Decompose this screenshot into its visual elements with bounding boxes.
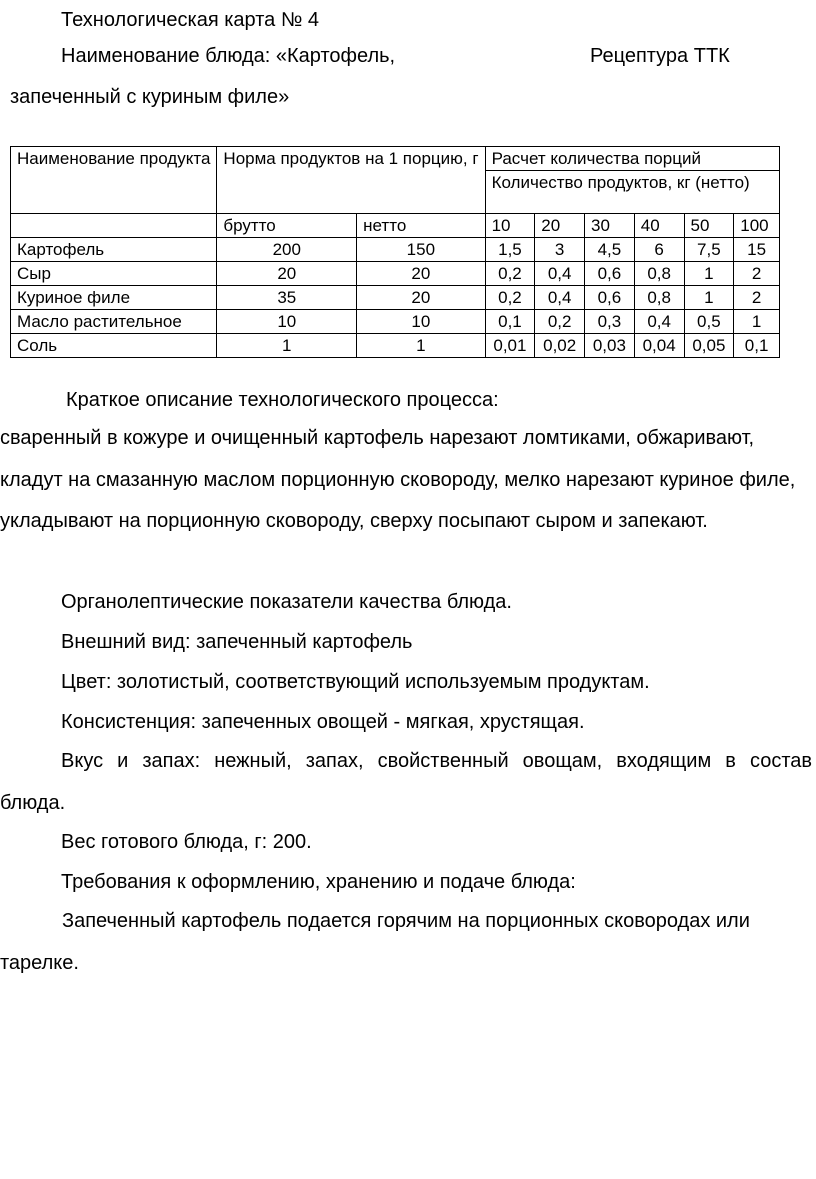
quality-color: Цвет: золотистый, соответствующий используемым продуктам. <box>61 671 650 693</box>
quality-heading: Органолептические показатели качества блюда. <box>61 591 512 613</box>
qty-value: 0,2 <box>485 286 535 310</box>
qty-value: 0,8 <box>634 262 684 286</box>
header-empty <box>11 214 217 238</box>
header-netto: нетто <box>357 214 485 238</box>
qty-value: 0,5 <box>684 310 734 334</box>
qty-value: 0,04 <box>634 334 684 358</box>
table-row <box>11 286 780 310</box>
qty-value: 0,05 <box>684 334 734 358</box>
qty-value: 0,2 <box>485 262 535 286</box>
header-qty: Количество продуктов, кг (нетто) <box>485 171 779 214</box>
qty-value: 1 <box>734 310 780 334</box>
card-title: Технологическая карта № 4 <box>61 9 319 31</box>
qty-value: 0,6 <box>585 262 635 286</box>
product-name: Сыр <box>11 262 217 286</box>
portion-count: 10 <box>485 214 535 238</box>
brutto-value: 10 <box>217 310 357 334</box>
netto-value: 150 <box>357 238 485 262</box>
brutto-value: 1 <box>217 334 357 358</box>
product-name: Соль <box>11 334 217 358</box>
quality-taste: Вкус и запах: нежный, запах, свойственный овощам, входящим в состав блюда. <box>0 750 812 814</box>
qty-value: 0,02 <box>535 334 585 358</box>
portion-count: 100 <box>734 214 780 238</box>
table-row <box>11 262 780 286</box>
portion-count: 50 <box>684 214 734 238</box>
qty-value: 2 <box>734 262 780 286</box>
qty-value: 3 <box>535 238 585 262</box>
dish-weight: Вес готового блюда, г: 200. <box>61 831 312 853</box>
netto-value: 1 <box>357 334 485 358</box>
qty-value: 0,4 <box>535 286 585 310</box>
brutto-value: 200 <box>217 238 357 262</box>
qty-value: 1 <box>684 286 734 310</box>
netto-value: 20 <box>357 286 485 310</box>
portion-count: 20 <box>535 214 585 238</box>
process-text: сваренный в кожуре и очищенный картофель нарезают ломтиками, обжаривают, кладут на смазанную маслом порционную сковороду, мелко нарезают куриное филе, укладывают на порционную сковороду, сверху посыпают сыром и запекают. <box>0 427 796 533</box>
qty-value: 7,5 <box>684 238 734 262</box>
recipe-source: Рецептура ТТК <box>590 45 730 67</box>
qty-value: 2 <box>734 286 780 310</box>
brutto-value: 35 <box>217 286 357 310</box>
ingredients-table <box>10 146 780 358</box>
netto-value: 10 <box>357 310 485 334</box>
header-norm: Норма продуктов на 1 порцию, г <box>217 147 485 214</box>
header-product: Наименование продукта <box>11 147 217 214</box>
header-calc: Расчет количества порций <box>485 147 779 171</box>
product-name: Масло растительное <box>11 310 217 334</box>
table-row <box>11 310 780 334</box>
qty-value: 1,5 <box>485 238 535 262</box>
product-name: Куриное филе <box>11 286 217 310</box>
qty-value: 0,1 <box>734 334 780 358</box>
qty-value: 4,5 <box>585 238 635 262</box>
qty-value: 0,1 <box>485 310 535 334</box>
product-name: Картофель <box>11 238 217 262</box>
qty-value: 0,01 <box>485 334 535 358</box>
qty-value: 0,4 <box>535 262 585 286</box>
dish-name-line1: Наименование блюда: «Картофель, <box>61 45 396 67</box>
qty-value: 0,2 <box>535 310 585 334</box>
dish-name-line2: запеченный с куриным филе» <box>10 86 290 108</box>
portion-count: 30 <box>585 214 635 238</box>
header-brutto: брутто <box>217 214 357 238</box>
requirements-heading: Требования к оформлению, хранению и подаче блюда: <box>61 871 576 893</box>
qty-value: 6 <box>634 238 684 262</box>
qty-value: 0,4 <box>634 310 684 334</box>
quality-consistency: Консистенция: запеченных овощей - мягкая, хрустящая. <box>61 711 585 733</box>
netto-value: 20 <box>357 262 485 286</box>
qty-value: 0,8 <box>634 286 684 310</box>
quality-appearance: Внешний вид: запеченный картофель <box>61 631 413 653</box>
process-heading: Краткое описание технологического процесса: <box>66 389 499 411</box>
qty-value: 15 <box>734 238 780 262</box>
portion-count: 40 <box>634 214 684 238</box>
table-row <box>11 238 780 262</box>
qty-value: 0,03 <box>585 334 635 358</box>
qty-value: 1 <box>684 262 734 286</box>
table-row <box>11 334 780 358</box>
qty-value: 0,3 <box>585 310 635 334</box>
brutto-value: 20 <box>217 262 357 286</box>
serving-text: Запеченный картофель подается горячим на порционных сковородах или тарелке. <box>0 910 750 974</box>
qty-value: 0,6 <box>585 286 635 310</box>
